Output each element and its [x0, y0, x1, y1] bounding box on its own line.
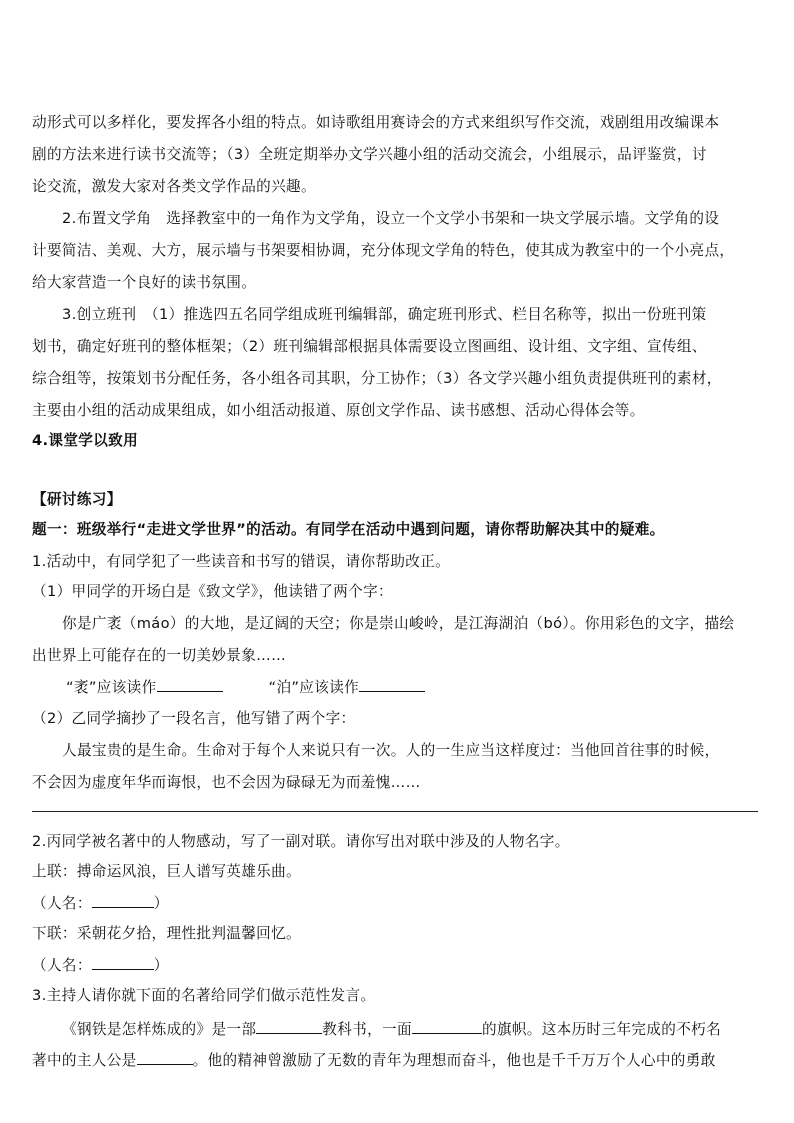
- answer-blank-1[interactable]: [157, 677, 223, 692]
- couplet-upper: 上联：搏命运风浪，巨人谱写英雄乐曲。: [32, 863, 301, 880]
- speech-text-1a: 《钢铁是怎样炼成的》是一部: [62, 1021, 257, 1038]
- intro-line-2: 剧的方法来进行读书交流等；（3）全班定期举办文学兴趣小组的活动交流会，小组展示，品评鉴赏，讨: [32, 146, 707, 163]
- item2-line-2: 计要简洁、美观、大方，展示墙与书架要相协调，充分体现文学角的特色，使其成为教室中的一个小亮点，: [32, 242, 735, 259]
- name-label-1: （人名：: [32, 895, 92, 912]
- speech-text-2b: 。他的精神曾激励了无数的青年为理想而奋斗，他也是千千万万个人心中的勇敢: [192, 1052, 716, 1069]
- quote-b-line-1: 人最宝贵的是生命。生命对于每个人来说只有一次。人的一生应当这样度过：当他回首往事的时候，: [62, 742, 720, 759]
- question-1-1-b: （2）乙同学摘抄了一段名言，他写错了两个字：: [32, 710, 356, 727]
- exercise-heading: 【研讨练习】: [32, 491, 122, 508]
- item2-line-1: 2.布置文学角 选择教室中的一角作为文学角，设立一个文学小书架和一块文学展示墙。文学角的设: [62, 210, 720, 227]
- name-answer-row-2: [32, 955, 772, 976]
- quote-a-line-1: 你是广袤（máo）的大地，是辽阔的天空；你是崇山峻岭，是江海湖泊（bó）。你用彩色的文字，描绘: [62, 615, 735, 632]
- question-1-3: 3.主持人请你就下面的名著给同学们做示范性发言。: [32, 987, 376, 1004]
- speech-text-2a: 著中的主人公是: [32, 1052, 137, 1069]
- item3-line-4: 主要由小组的活动成果组成，如小组活动报道、原创文学作品、读书感想、活动心得体会等。: [32, 402, 645, 419]
- name-blank-2[interactable]: [92, 955, 154, 970]
- answer-line[interactable]: [32, 811, 758, 812]
- item3-line-3: 综合组等，按策划书分配任务，各小组各司其职，分工协作；（3）各文学兴趣小组负责提供班刊的素材，: [32, 370, 722, 387]
- pronunciation-answer-row: [66, 677, 794, 698]
- name-answer-row-1: [32, 893, 772, 914]
- name-blank-1[interactable]: [92, 893, 154, 908]
- speech-blank-3[interactable]: [137, 1050, 193, 1065]
- couplet-lower: 下联：采朝花夕拾，理性批判温馨回忆。: [32, 925, 301, 942]
- paren-close-2: ）: [153, 957, 169, 974]
- item2-line-3: 给大家营造一个良好的读书氛围。: [32, 274, 257, 291]
- speech-blank-2[interactable]: [412, 1019, 482, 1034]
- question-1-1-a: （1）甲同学的开场白是《致文学》，他读错了两个字：: [32, 583, 393, 600]
- speech-text-1b: 教科书，一面: [322, 1021, 412, 1038]
- speech-line-2: [32, 1050, 772, 1071]
- pronunciation-label-1: “袤”应该读作: [66, 679, 157, 696]
- item3-line-1: 3.创立班刊 （1）推选四五名同学组成班刊编辑部，确定班刊形式、栏目名称等，拟出一份班刊策: [62, 306, 707, 323]
- speech-text-1c: 的旗帜。这本历时三年完成的不朽名: [481, 1021, 722, 1038]
- section-heading: 4.课堂学以致用: [32, 432, 139, 449]
- item3-line-2: 划书，确定好班刊的整体框架；（2）班刊编辑部根据具体需要设立图画组、设计组、文字组、宣传组、: [32, 338, 707, 355]
- speech-line-1: [62, 1019, 794, 1040]
- question-1-2: 2.丙同学被名著中的人物感动，写了一副对联。请你写出对联中涉及的人物名字。: [32, 833, 570, 850]
- name-label-2: （人名：: [32, 957, 92, 974]
- answer-blank-2[interactable]: [359, 677, 425, 692]
- quote-b-line-2: 不会因为虚度年华而诲恨，也不会因为碌碌无为而羞愧……: [32, 774, 421, 791]
- paren-close-1: ）: [153, 895, 169, 912]
- question-1-1: 1.活动中，有同学犯了一些读音和书写的错误，请你帮助改正。: [32, 553, 451, 570]
- intro-line-1: 动形式可以多样化，要发挥各小组的特点。如诗歌组用赛诗会的方式来组织写作交流，戏剧组用改编课本: [32, 114, 720, 131]
- speech-blank-1[interactable]: [256, 1019, 322, 1034]
- question-1-title: 题一：班级举行“走进文学世界”的活动。有同学在活动中遇到问题，请你帮助解决其中的疑难。: [32, 521, 665, 538]
- pronunciation-label-2: “泊”应该读作: [268, 679, 360, 696]
- quote-a-line-2: 出世界上可能存在的一切美妙景象……: [32, 647, 287, 664]
- intro-line-3: 论交流，激发大家对各类文学作品的兴趣。: [32, 178, 316, 195]
